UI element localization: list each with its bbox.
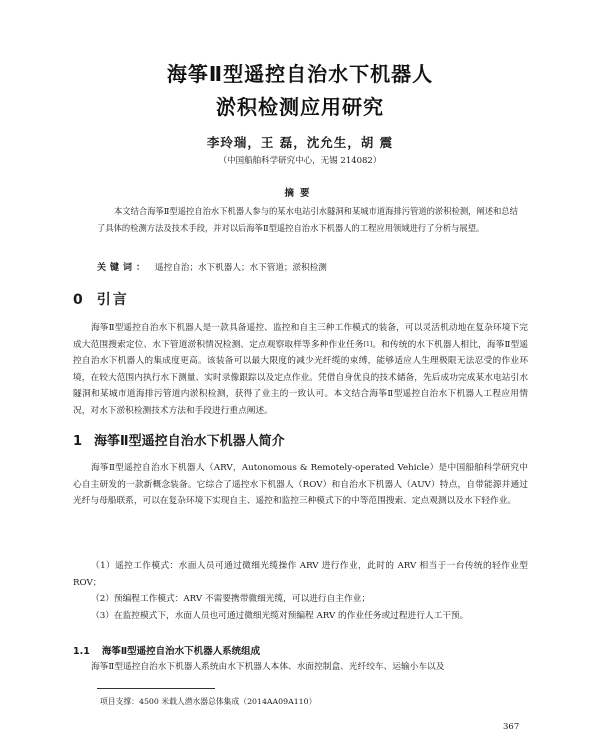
section-1-1-title: 海筝Ⅱ型遥控自治水下机器人系统组成 bbox=[101, 646, 261, 657]
section-0-number: 0 bbox=[73, 292, 85, 308]
title-line-2: 淤积检测应用研究 bbox=[216, 95, 384, 119]
keywords bbox=[97, 260, 327, 273]
intro-text-b: 。和传统的水下机器人相比，海筝Ⅱ型遥控自治水下机器人的集成度更高。该装备可以最大限度的减少光纤缆的束缚，能够适应人生理极限无法忍受的作业环境，在较大范围内执行水下测量、实时录像跟踪以及定点作业。凭借自身优良的技术储备，先后成功完成某水电站引水隧洞和某城市道海排污管道内淤积检测，获得了业主的一致认可。本文结合海筝Ⅱ型遥控自治水下机器人工程应用情况，对水下淤积检测技术方法和手段进行重点阐述。 bbox=[73, 339, 529, 416]
mode-item-3: （3）在监控模式下，水面人员也可通过微细光缆对预编程 ARV 的作业任务或过程进行人工干预。 bbox=[91, 611, 469, 621]
keywords-label: 关键词： bbox=[97, 263, 150, 273]
section-0-title: 引言 bbox=[96, 292, 129, 308]
section-1-1-paragraph: 海筝Ⅱ型遥控自治水下机器人系统由水下机器人本体、水面控制盒、光纤绞车、运输小车以及 bbox=[91, 662, 445, 672]
mode-item-2: （2）预编程工作模式：ARV 不需要携带微细光缆，可以进行自主作业； bbox=[91, 594, 371, 604]
section-1-1-heading bbox=[73, 643, 260, 657]
section-0-paragraph bbox=[73, 320, 528, 420]
mode-item-1: （1）遥控工作模式：水面人员可通过微细光缆操作 ARV 进行作业，此时的 ARV 相当于一台传统的轻作业型 ROV； bbox=[73, 561, 528, 588]
abstract-heading: 摘要 bbox=[284, 188, 316, 199]
intro-text-a: 海筝Ⅱ型遥控自治水下机器人是一款具备遥控、监控和自主三种工作模式的装备，可以灵活机动地在复杂环境下完成大范围搜索定位、水下管道淤积情况检测、定点观察取样等多种作业任务 bbox=[73, 323, 528, 350]
section-1-paragraph: 海筝Ⅱ型遥控自治水下机器人（ARV，Autonomous & Remotely-operated Vehicle）是中国船舶科学研究中心自主研发的一款新概念装备。它综合了遥控水下机器人（ROV）和自治水下机器人（AUV）特点，自带能源并通过光纤与母船联系，可以在复杂环境下实现自主、遥控和监控三种模式下的中等范围搜索、定点观测以及水下轻作业。 bbox=[73, 463, 528, 507]
footnote-rule bbox=[97, 688, 215, 689]
title-line-1: 海筝Ⅱ型遥控自治水下机器人 bbox=[166, 62, 434, 86]
section-1-1-number: 1.1 bbox=[73, 646, 90, 657]
keywords-text: 遥控自治；水下机器人；水下管道；淤积检测 bbox=[155, 263, 327, 273]
authors: 李玲瑞，王 磊，沈允生，胡 震 bbox=[206, 135, 394, 150]
section-1-heading bbox=[73, 430, 285, 449]
section-1-number: 1 bbox=[73, 434, 83, 449]
section-0-heading bbox=[73, 289, 129, 309]
affiliation: （中国船舶科学研究中心，无锡 214082） bbox=[218, 156, 382, 166]
page-number: 367 bbox=[503, 722, 520, 732]
abstract-body: 本文结合海筝Ⅱ型遥控自治水下机器人参与的某水电站引水隧洞和某城市道海排污管道的淤积检测，阐述和总结了具体的检测方法及技术手段，并对以后海筝Ⅱ型遥控自治水下机器人的工程应用领域进行了分析与展望。 bbox=[97, 206, 518, 233]
citation-ref: [1] bbox=[363, 340, 373, 348]
footnote: 项目支撑：4500 米载人潜水器总体集成（2014AA09A110） bbox=[100, 697, 317, 706]
section-1-title: 海筝Ⅱ型遥控自治水下机器人简介 bbox=[94, 434, 285, 449]
